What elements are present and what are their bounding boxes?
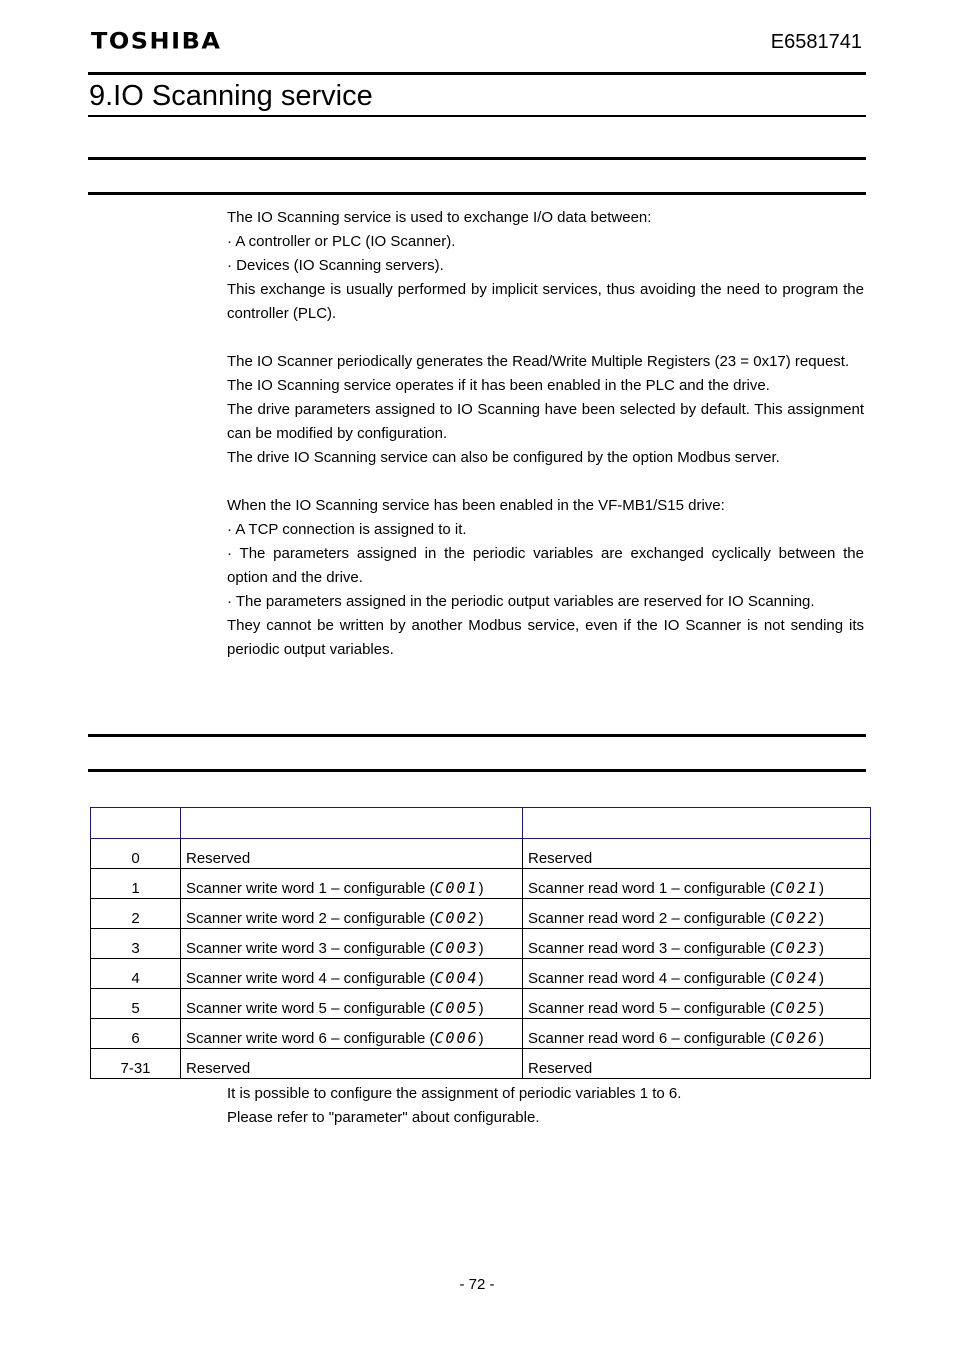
read-word-parameter-code: C025 xyxy=(774,999,819,1017)
write-word-parameter-code: C001 xyxy=(434,879,479,897)
paragraph-gap xyxy=(227,470,864,494)
row-number xyxy=(91,1049,181,1079)
intro-line: · The parameters assigned in the periodic variables are exchanged cyclically between the option and the drive. xyxy=(227,545,864,586)
row-number-text: 7-31 xyxy=(120,1060,151,1077)
row-number-text: 6 xyxy=(131,1030,140,1047)
row-number xyxy=(91,959,181,989)
row-number xyxy=(91,899,181,929)
row-number-text: 2 xyxy=(131,910,140,927)
table-row xyxy=(91,899,871,929)
write-word-text: Reserved xyxy=(186,850,251,867)
document-number: E6581741 xyxy=(770,31,862,53)
toshiba-logo: TOSHIBA xyxy=(91,28,222,54)
write-word xyxy=(181,1019,523,1049)
intro-line: This exchange is usually performed by implicit services, thus avoiding the need to program the controller (PLC). xyxy=(227,281,864,322)
read-word-close-paren: ) xyxy=(818,970,824,987)
section-title: 9.IO Scanning service xyxy=(89,80,373,112)
row-number-text: 3 xyxy=(131,940,140,957)
read-word xyxy=(523,899,871,929)
write-word xyxy=(181,869,523,899)
write-word-close-paren: ) xyxy=(478,940,484,957)
write-word xyxy=(181,959,523,989)
paragraph-gap xyxy=(227,326,864,350)
read-word xyxy=(523,989,871,1019)
row-number xyxy=(91,869,181,899)
table-row xyxy=(91,929,871,959)
write-word-parameter-code: C005 xyxy=(434,999,479,1017)
read-word-text: Reserved xyxy=(528,850,593,867)
intro-line: · Devices (IO Scanning servers). xyxy=(227,257,444,274)
row-number xyxy=(91,989,181,1019)
subsection-rule-top-2 xyxy=(88,734,866,737)
write-word-parameter-code: C006 xyxy=(434,1029,479,1047)
write-word-close-paren: ) xyxy=(478,910,484,927)
read-word-close-paren: ) xyxy=(818,940,824,957)
header-cell-no xyxy=(91,808,181,839)
write-word-close-paren: ) xyxy=(478,880,484,897)
read-word-text: Scanner read word 4 – configurable ( xyxy=(528,970,775,987)
table-row xyxy=(91,1019,871,1049)
write-word-text: Scanner write word 5 – configurable ( xyxy=(186,1000,435,1017)
row-number-text: 0 xyxy=(131,850,140,867)
intro-line: The IO Scanning service is used to exchange I/O data between: xyxy=(227,209,652,226)
intro-line: · A controller or PLC (IO Scanner). xyxy=(227,233,456,250)
table-row xyxy=(91,869,871,899)
write-word-close-paren: ) xyxy=(478,970,484,987)
row-number xyxy=(91,1019,181,1049)
read-word-close-paren: ) xyxy=(818,880,824,897)
intro-line: They cannot be written by another Modbus service, even if the IO Scanner is not sending its periodic output variables. xyxy=(227,617,864,658)
read-word xyxy=(523,839,871,869)
read-word-parameter-code: C026 xyxy=(774,1029,819,1047)
write-word xyxy=(181,1049,523,1079)
read-word-close-paren: ) xyxy=(818,1030,824,1047)
table-row xyxy=(91,1049,871,1079)
read-word-parameter-code: C021 xyxy=(774,879,819,897)
intro-line: The IO Scanning service operates if it has been enabled in the PLC and the drive. xyxy=(227,377,770,394)
periodic-variables-table xyxy=(90,807,871,1079)
note-line: It is possible to configure the assignment of periodic variables 1 to 6. xyxy=(227,1085,682,1102)
write-word-text: Scanner write word 1 – configurable ( xyxy=(186,880,435,897)
read-word xyxy=(523,1049,871,1079)
write-word-close-paren: ) xyxy=(478,1030,484,1047)
write-word-text: Scanner write word 3 – configurable ( xyxy=(186,940,435,957)
write-word xyxy=(181,989,523,1019)
read-word xyxy=(523,929,871,959)
write-word-text: Scanner write word 2 – configurable ( xyxy=(186,910,435,927)
read-word-text: Reserved xyxy=(528,1060,593,1077)
read-word-text: Scanner read word 1 – configurable ( xyxy=(528,880,775,897)
note-line: Please refer to "parameter" about configurable. xyxy=(227,1109,540,1126)
page-number: - 72 - xyxy=(459,1276,495,1293)
intro-line: · A TCP connection is assigned to it. xyxy=(227,521,467,538)
table-row xyxy=(91,989,871,1019)
write-word-text: Scanner write word 6 – configurable ( xyxy=(186,1030,435,1047)
subsection-rule-top-1 xyxy=(88,157,866,160)
read-word-text: Scanner read word 6 – configurable ( xyxy=(528,1030,775,1047)
write-word-parameter-code: C003 xyxy=(434,939,479,957)
table-row xyxy=(91,959,871,989)
read-word-parameter-code: C023 xyxy=(774,939,819,957)
read-word-parameter-code: C022 xyxy=(774,909,819,927)
intro-line: The drive IO Scanning service can also be configured by the option Modbus server. xyxy=(227,449,780,466)
intro-text xyxy=(227,206,864,662)
row-number xyxy=(91,839,181,869)
write-word xyxy=(181,929,523,959)
notes xyxy=(227,1082,681,1130)
read-word-close-paren: ) xyxy=(818,1000,824,1017)
row-number-text: 1 xyxy=(131,880,140,897)
row-number xyxy=(91,929,181,959)
intro-line: When the IO Scanning service has been enabled in the VF-MB1/S15 drive: xyxy=(227,497,725,514)
subsection-rule-bottom-2 xyxy=(88,769,866,772)
write-word-parameter-code: C004 xyxy=(434,969,479,987)
read-word-text: Scanner read word 2 – configurable ( xyxy=(528,910,775,927)
header-cell-read xyxy=(523,808,871,839)
read-word-parameter-code: C024 xyxy=(774,969,819,987)
write-word-text: Reserved xyxy=(186,1060,251,1077)
read-word-close-paren: ) xyxy=(818,910,824,927)
intro-line: · The parameters assigned in the periodic output variables are reserved for IO Scanning. xyxy=(227,593,815,610)
read-word xyxy=(523,959,871,989)
write-word xyxy=(181,839,523,869)
row-number-text: 5 xyxy=(131,1000,140,1017)
row-number-text: 4 xyxy=(131,970,140,987)
table-row xyxy=(91,839,871,869)
read-word xyxy=(523,1019,871,1049)
header-rule xyxy=(88,72,866,75)
write-word-text: Scanner write word 4 – configurable ( xyxy=(186,970,435,987)
intro-line: The IO Scanner periodically generates the Read/Write Multiple Registers (23 = 0x17) request. xyxy=(227,353,850,370)
write-word-parameter-code: C002 xyxy=(434,909,479,927)
intro-line: The drive parameters assigned to IO Scanning have been selected by default. This assignment can be modified by configuration. xyxy=(227,401,864,442)
header-cell-write xyxy=(181,808,523,839)
read-word-text: Scanner read word 3 – configurable ( xyxy=(528,940,775,957)
read-word xyxy=(523,869,871,899)
write-word-close-paren: ) xyxy=(478,1000,484,1017)
table-header-row xyxy=(91,808,871,839)
subsection-rule-bottom-1 xyxy=(88,192,866,195)
write-word xyxy=(181,899,523,929)
title-underline xyxy=(88,115,866,117)
read-word-text: Scanner read word 5 – configurable ( xyxy=(528,1000,775,1017)
